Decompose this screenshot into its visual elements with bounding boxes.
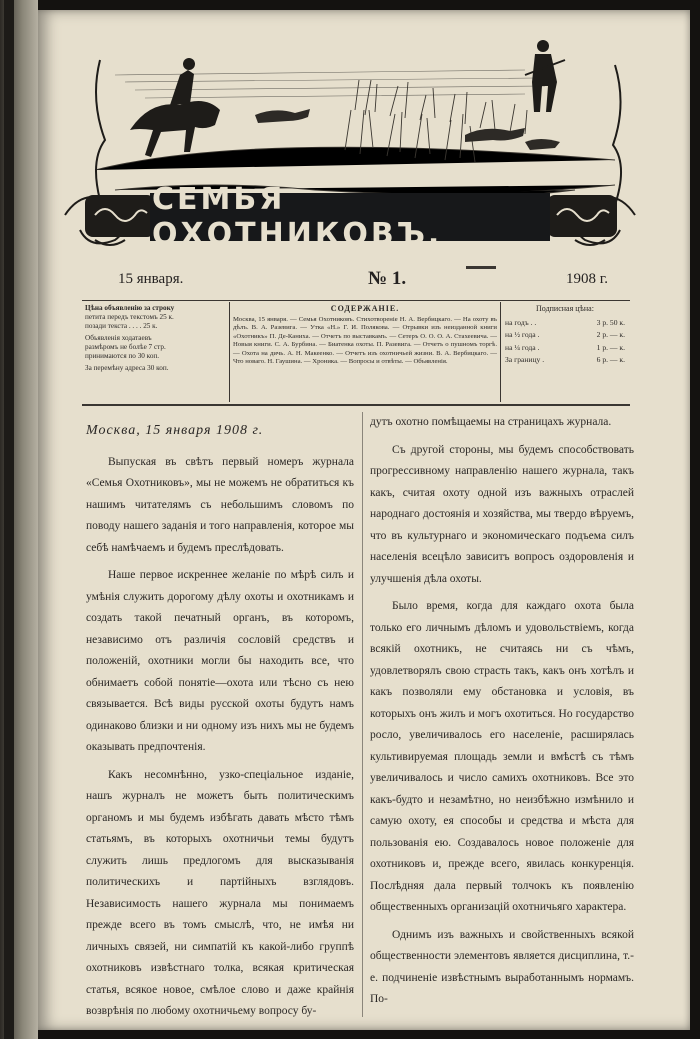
subscription-price: 6 р. — к. bbox=[596, 355, 625, 365]
article-column-left bbox=[86, 420, 354, 1023]
subscription-term: на ½ года . bbox=[505, 330, 540, 340]
subscription-row bbox=[505, 343, 625, 352]
contents-title: СОДЕРЖАНIЕ. bbox=[330, 304, 400, 313]
subscription-row bbox=[505, 355, 625, 364]
subscription-price: 1 р. — к. bbox=[596, 342, 625, 352]
advert-price-box bbox=[85, 304, 225, 373]
spine-strip bbox=[4, 0, 14, 1039]
masthead-title: СЕМЬЯ ОХОТНИКОВЪ. bbox=[152, 182, 443, 252]
subscription-box bbox=[505, 304, 625, 368]
article-paragraph: Выпуская въ свѣтъ первый номеръ журнала «Семья Охотниковъ», мы не можемъ не обратиться къ нашимъ читателямъ съ небольшимъ словомъ по поводу нашего заданiя и того направленiя, которое мы себѣ намѣчаемъ и будемъ преслѣдовать. bbox=[86, 455, 354, 554]
article-dateline: Москва, 15 января 1908 г. bbox=[86, 423, 264, 438]
subscription-term: на годъ . . bbox=[505, 318, 537, 327]
bottom-rule bbox=[82, 404, 630, 406]
advert-line: принимаются по 30 коп. bbox=[85, 352, 160, 360]
decorative-dash bbox=[466, 266, 496, 269]
advert-line: Объявленiя ходатаевъ bbox=[85, 334, 152, 342]
advert-line: За перемѣну адреса 30 коп. bbox=[85, 364, 169, 372]
top-rule bbox=[82, 300, 630, 301]
subscription-term: на ¼ года . bbox=[505, 342, 540, 352]
column-divider bbox=[362, 412, 363, 1017]
advert-line: размѣромъ не болѣе 7 стр. bbox=[85, 343, 166, 351]
article-paragraph: Однимъ изъ важныхъ и свойственныхъ всякой общественности элементовъ является дисциплина, т.-е. подчиненiе извѣстнымъ выработаннымъ нормамъ. По- bbox=[370, 928, 634, 1005]
issue-date: 15 января. bbox=[118, 271, 184, 287]
subscription-row bbox=[505, 330, 625, 339]
advert-line: позади текста . . . . 25 к. bbox=[85, 322, 158, 330]
advert-line: петита передъ текстомъ 25 к. bbox=[85, 313, 174, 321]
divider-left bbox=[229, 302, 230, 402]
article-paragraph: Съ другой стороны, мы будемъ способствовать прогрессивному направленiю нашего журнала, такъ какъ, считая охоту одной изъ важныхъ отраслей народнаго достоянiя и хозяйства, мы твердо вѣруемъ, что въ культурнаго и экономическаго подъема силъ населенiя всецѣло зависитъ вопросъ оздоровленiя и улучшенiя дѣла охоты. bbox=[370, 443, 634, 585]
article-column-right bbox=[370, 412, 634, 1011]
subscription-term: За границу . bbox=[505, 355, 545, 365]
subscription-price: 3 р. 50 к. bbox=[596, 318, 625, 327]
divider-right bbox=[500, 302, 501, 402]
advert-line: Цѣна объявленiю за строку bbox=[85, 304, 175, 312]
contents-box bbox=[233, 304, 497, 366]
subscription-title: Подписная цѣна: bbox=[536, 304, 594, 313]
article-paragraph: Было время, когда для каждаго охота была только его личнымъ дѣломъ и удовольствiемъ, когда всякiй охотникъ, не считаясь ни съ чѣмъ, удовлетворялъ свою страсть такъ, какъ онъ хотѣлъ и какъ позволяли ему обстановка и условiя, въ которыхъ онъ жилъ и могъ охотиться. Но государство росло, увеличивалось его населенiе, расширялась культивируемая площадь земли и вмѣстѣ съ тѣмъ увеличивалось и число самихъ охотниковъ. Все это какъ-будто и незамѣтно, но неизбѣжно измѣнило и самую охоту, ея способы и средства и мѣста для пользованiя ею. Создавалось новое положенiе для охотниковъ и, прежде всего, явилась конкуренцiя. Послѣдняя дала первый толчокъ къ появленiю общественныхъ организацiй охотничьяго характера. bbox=[370, 600, 634, 913]
issue-year: 1908 г. bbox=[566, 271, 608, 287]
issue-number: № 1. bbox=[368, 268, 407, 289]
article-paragraph: Какъ несомнѣнно, узко-спецiальное изданiе, нашъ журналъ не можетъ быть политическимъ органомъ и мы будемъ избѣгать давать мѣсто тѣмъ статьямъ, въ которыхъ охотничьи темы будутъ служить лишь предлогомъ для высказыванiя политическихъ и партiйныхъ взглядовъ. Независимость нашего журнала мы понимаемъ прежде всего въ томъ смыслѣ, что, не имѣя ни личныхъ связей, ни симпатiй къ какой-либо группѣ охотниковъ извѣстнаго толка, всякая критическая статья, всякое новое, смѣлое слово и даже крайнiя возврѣнiя по любому охотничьему вопросу бу- bbox=[86, 768, 354, 1017]
subscription-price: 2 р. — к. bbox=[596, 330, 625, 340]
article-paragraph: Наше первое искреннее желанiе по мѣрѣ силъ и умѣнiя служить дорогому дѣлу охоты и охотникамъ и создать такой печатный органъ, въ которомъ, независимо отъ различiя сословiй средствъ и положенiй, охотники могли бы находить все, что обнимаетъ собой понятiе—охота или тѣсно съ нею связывается. Всѣ виды русской охоты будутъ намъ одинаково близки и ни одному изъ нихъ мы не будемъ оказывать предпочтенiя. bbox=[86, 569, 354, 753]
contents-text: Москва, 15 января. — Семья Охотниковъ. Стихотворенiе Н. А. Вербицкаго. — На охоту въ дѣлъ. В. А. Разевига. — Утка «Н.» Г. И. Полякова. — Отрывки изъ неизданной книги «Охотникъ» П. Де-Каниха. — Отчетъ по выставкамъ. — Сетеръ О. О. О. А. Стахеевича. — Новыя книги. С. А. Бурбина. — Биатенка охоты. П. Разевига. — Отчетъ о пушномъ торгѣ. — Охота на дичь. А. Н. Макеенко. — Отчетъ изъ охотничьей жизни. В. А. Вербицкаго. — Что новаго. Н. Гаушина. — Хроника. — Вопросы и отвѣты. — Объявленiя. bbox=[233, 316, 497, 365]
subscription-row bbox=[505, 318, 625, 327]
masthead-title-band bbox=[150, 182, 550, 252]
issue-info-line bbox=[118, 268, 608, 292]
article-paragraph: дутъ охотно помѣщаемы на страницахъ журнала. bbox=[370, 416, 612, 428]
